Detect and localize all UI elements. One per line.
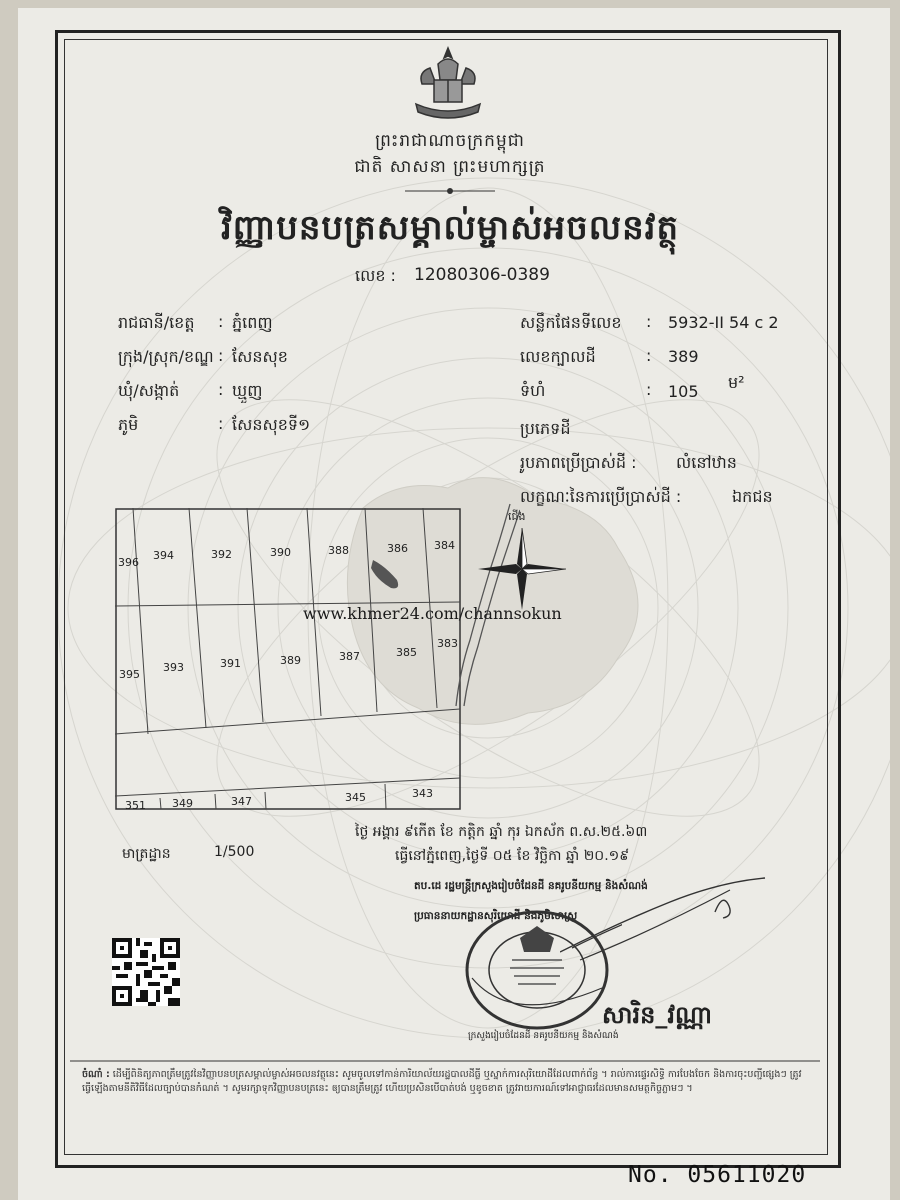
north-label: ជើង: [508, 510, 526, 523]
field-sep: :: [646, 312, 652, 331]
field-label-land-type: ប្រភេទដី: [520, 419, 571, 438]
lot-number: 384: [434, 539, 455, 552]
national-motto: ជាតិ សាសនា ព្រះមហាក្សត្រ: [354, 157, 546, 177]
field-value-usage: លំនៅឋាន: [676, 453, 737, 472]
field-label-map-sheet: សន្លឹកផែនទីលេខ: [520, 313, 622, 332]
seal-text: ក្រសួងរៀបចំដែនដី នគរូបនីយកម្ម និងសំណង់: [468, 1031, 619, 1041]
lot-number: 386: [387, 542, 408, 555]
field-label-usage: រូបភាពប្រើប្រាស់ដី :: [520, 453, 637, 472]
footer-note: [82, 1068, 807, 1096]
lot-number: 396: [118, 556, 139, 569]
lot-number: 394: [153, 549, 174, 562]
lot-number: 387: [339, 650, 360, 663]
lot-number: 383: [437, 637, 458, 650]
field-sep: :: [218, 414, 224, 433]
field-value-parcel-no: 389: [668, 347, 699, 366]
field-value-province: ភ្នំពេញ: [232, 313, 273, 332]
note-divider: [70, 1060, 820, 1062]
lot-number: 347: [231, 795, 252, 808]
royal-emblem-icon: [408, 44, 488, 122]
field-value-character: ឯកជន: [732, 487, 773, 506]
field-value-district: សែនសុខ: [232, 347, 288, 366]
watermark-text: www.khmer24.com/channsokun: [303, 604, 562, 623]
field-sep: :: [646, 380, 652, 399]
field-label-district: ក្រុង/ស្រុក/ខណ្ឌ: [118, 347, 214, 366]
certificate-number-label: លេខ :: [355, 266, 396, 285]
scale-label: មាត្រដ្ឋាន: [122, 846, 171, 862]
signatory-name: សារិន_វណ្ណា: [602, 1001, 712, 1029]
field-label-character: លក្ខណៈនៃការប្រើប្រាស់ដី :: [520, 487, 682, 506]
note-label: ចំណាំ :: [82, 1069, 110, 1080]
field-label-commune: ឃុំ/សង្កាត់: [118, 381, 180, 400]
field-label-parcel-no: លេខក្បាលដី: [520, 347, 596, 366]
solar-date: ធ្វើនៅភ្នំពេញ,ថ្ងៃទី ០៥ ខែ វិច្ឆិកា ឆ្នាំ ២០.១៩: [395, 848, 630, 864]
lot-number: 391: [220, 657, 241, 670]
ministry-line: តប.ដេ រដ្ឋមន្ត្រីក្រសួងរៀបចំដែនដី នគរូបនីយកម្ម និងសំណង់: [414, 880, 648, 892]
field-sep: :: [218, 380, 224, 399]
kingdom-name: ព្រះរាជាណាចក្រកម្ពុជា: [375, 131, 525, 151]
compass-rose-icon: [478, 528, 566, 610]
ornament-divider: [405, 186, 495, 196]
lot-number: 385: [396, 646, 417, 659]
lot-number: 351: [125, 799, 146, 812]
lot-number: 349: [172, 797, 193, 810]
field-sep: :: [218, 312, 224, 331]
lot-number: 345: [345, 791, 366, 804]
certificate-number: 12080306-0389: [414, 265, 550, 285]
field-label-area: ទំហំ: [520, 381, 546, 400]
qr-code: [112, 938, 180, 1006]
note-text: ដើម្បីពិនិត្យភាពត្រឹមត្រូវនៃវិញ្ញាបនបត្រសម្គាល់ម្ចាស់អចលនវត្ថុនេះ សូមចូលទៅកាន់ការិយាល័យរដ្ឋបាលដីធ្លី ឬស្នាក់ការសុរិយោដីដែលពាក់ព័ន្ធ ។ រាល់ការផ្ទេរសិទ្ធិ ការបែងចែក និងការចុះបញ្ជីផ្សេងៗ ត្រូវធ្វើឡើងតាមនីតិវិធីដែលច្បាប់បានកំណត់ ។ សូមរក្សាទុកវិញ្ញាបនបត្រនេះ ឲ្យបានត្រឹមត្រូវ ហើយប្រសិនបើបាត់បង់ ឬខូចខាត ត្រូវរាយការណ៍ទៅអាជ្ញាធរដែលមានសមត្ថកិច្ចភ្លាមៗ ។: [82, 1069, 802, 1094]
lunar-date: ថ្ងៃ អង្គារ ៩កើត ខែ កត្តិក ឆ្នាំ កុរ ឯកស័ក ព.ស.២៥.៦៣: [355, 824, 648, 840]
field-value-village: សែនសុខទី១: [232, 415, 311, 434]
field-value-area: 105: [668, 382, 699, 401]
lot-number: 393: [163, 661, 184, 674]
lot-number: 395: [119, 668, 140, 681]
lot-number: 388: [328, 544, 349, 557]
field-label-province: រាជធានី/ខេត្ត: [118, 313, 195, 332]
scale-value: 1/500: [214, 844, 255, 860]
field-unit-area: ម²: [728, 373, 745, 392]
field-label-village: ភូមិ: [118, 415, 139, 434]
lot-number: 343: [412, 787, 433, 800]
handwritten-signature: [560, 872, 770, 962]
field-sep: :: [646, 346, 652, 365]
certificate-title: វិញ្ញាបនបត្រសម្គាល់ម្ចាស់អចលនវត្ថុ: [220, 208, 680, 248]
lot-number: 390: [270, 546, 291, 559]
field-sep: :: [218, 346, 224, 365]
lot-number: 389: [280, 654, 301, 667]
field-value-commune: ឃ្មួញ: [232, 381, 263, 400]
serial-number: No. 05611020: [628, 1162, 807, 1188]
director-line: ប្រធាននាយកដ្ឋានសុរិយោដី និងភូមិសាស្ត្រ: [414, 910, 578, 922]
cadastral-map: [115, 508, 461, 810]
lot-number: 392: [211, 548, 232, 561]
field-value-map-sheet: 5932-II 54 c 2: [668, 313, 779, 332]
